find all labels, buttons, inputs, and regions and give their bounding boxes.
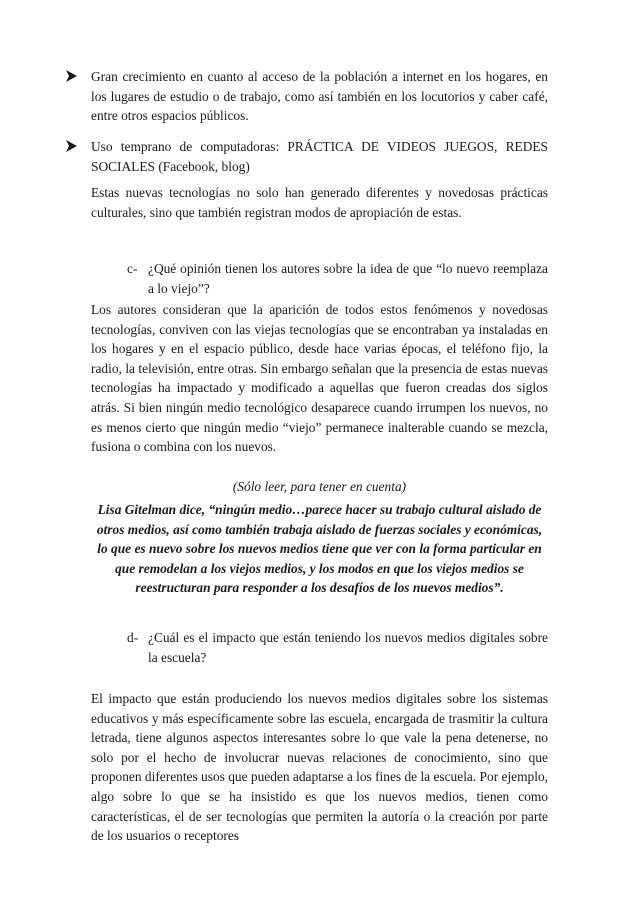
question-text: ¿Cuál es el impacto que están teniendo los nuevos medios digitales sobre la escuela? <box>148 630 548 665</box>
arrow-bullet-icon <box>65 67 78 85</box>
bullet-text: Gran crecimiento en cuanto al acceso de la población a internet en los hogares, en los lugares de estudio o de trabajo, como así también en los locutorios y caber café, entre otros espacios públicos. <box>91 69 548 124</box>
bullet-text: Uso temprano de computadoras: PRÁCTICA DE VIDEOS JUEGOS, REDES SOCIALES (Facebook, blog) <box>91 139 548 174</box>
quote-block: Lisa Gitelman dice, “ningún medio…parece hacer su trabajo cultural aislado de otros medios, así como también trabaja aislado de fuerzas sociales y económicas, lo que es nuevo sobre los nuevos medios tiene que ver con la forma particular en que remodelan a los viejos medios, y los modos en que los viejos medios se reestructuran para responder a los desafíos de los nuevos medios”. <box>96 502 543 596</box>
question-label: c- <box>127 261 138 276</box>
arrow-bullet-icon <box>65 137 78 155</box>
answer-paragraph: Los autores consideran que la aparición de todos estos fenómenos y novedosas tecnologías, conviven con las viejas tecnologías que se encontraban ya instaladas en los hogares y en el espacio público, desde hace varias épocas, el teléfono fijo, la radio, la televisión, entre otras. Sin embargo señalan que la presencia de estas nuevas tecnologías ha impactado y modificado a aquellas que fueron creadas dos siglos atrás. Si bien ningún medio tecnológico desaparece cuando irrumpen los nuevos, no es menos cierto que ningún medio “viejo” permanece inalterable cuando se mezcla, fusiona o combina con los nuevos. <box>91 302 548 455</box>
question-text: ¿Qué opinión tienen los autores sobre la idea de que “lo nuevo reemplaza a lo viejo”? <box>148 261 548 296</box>
answer-paragraph: El impacto que están produciendo los nuevos medios digitales sobre los sistemas educativos y más específicamente sobre las escuela, encargada de trasmitir la cultura letrada, tiene algunos aspectos interesantes sobre lo que vale la pena detenerse, no solo por el hecho de involucrar nuevas relaciones de conocimiento, sino que proponen diferentes usos que pueden adaptarse a los fines de la escuela. Por ejemplo, algo sobre lo que se ha insistido es que los nuevos medios, tienen como características, el de ser tecnologías que permiten la autoría o la creación por parte de los usuarios o receptores <box>91 691 548 844</box>
paragraph: Estas nuevas tecnologías no solo han generado diferentes y novedosas prácticas culturales, sino que también registran modos de apropiación de estas. <box>91 185 548 220</box>
question-label: d- <box>127 630 139 645</box>
reading-note: (Sólo leer, para tener en cuenta) <box>232 479 407 494</box>
